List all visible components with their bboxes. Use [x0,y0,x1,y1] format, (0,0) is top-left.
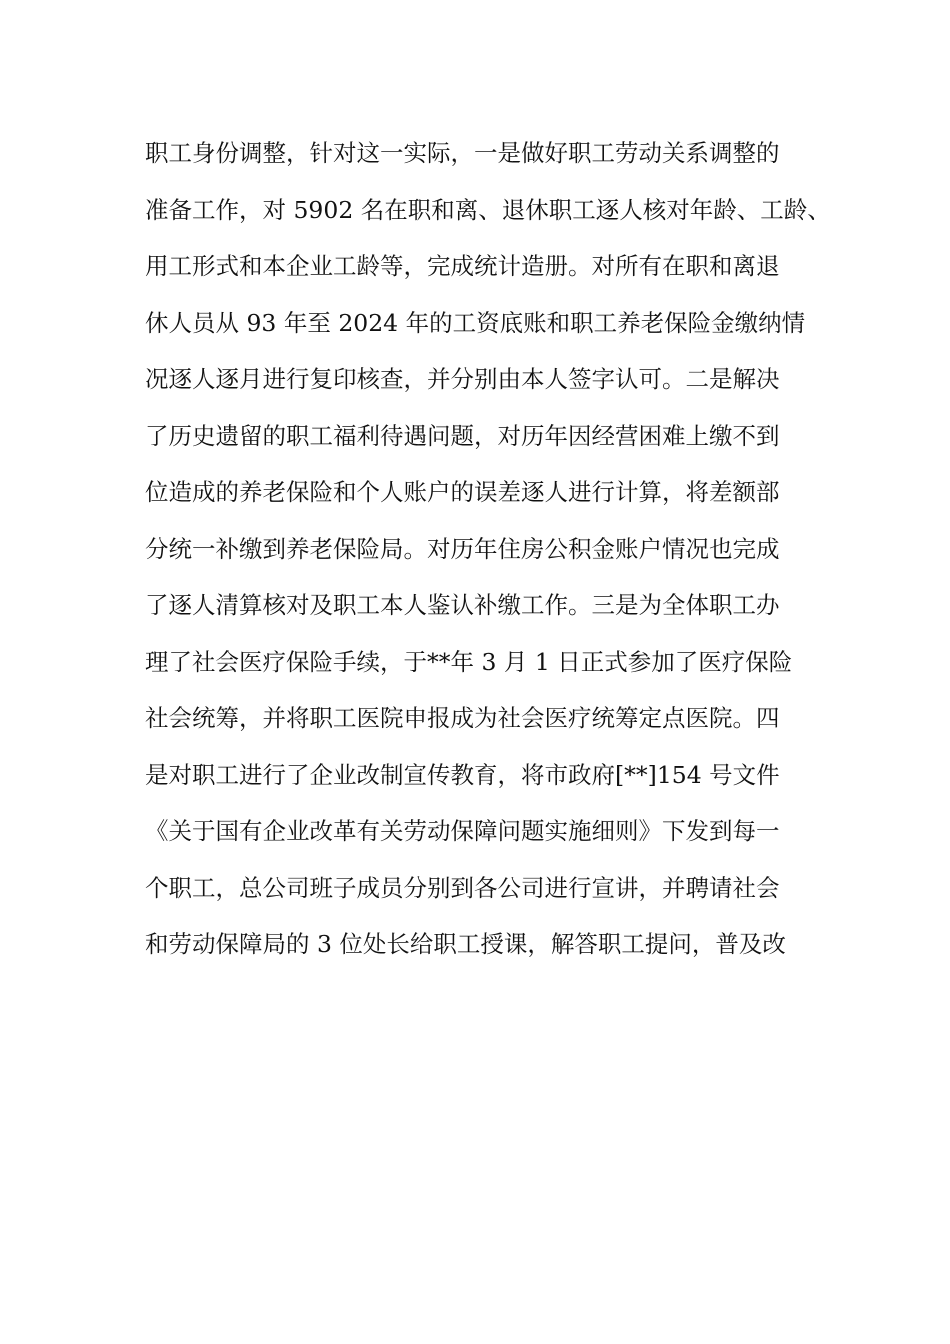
text-line: 分统一补缴到养老保险局。对历年住房公积金账户情况也完成 [145,534,780,563]
text-line: 社会统筹，并将职工医院申报成为社会医疗统筹定点医院。四 [145,704,780,732]
text-line: 用工形式和本企业工龄等，完成统计造册。对所有在职和离退 [145,252,780,280]
text-line: 休人员从 93 年至 2024 年的工资底账和职工养老保险金缴纳情 [145,308,806,337]
body-text [145,130,845,978]
text-line: 况逐人逐月进行复印核查，并分别由本人签字认可。二是解决 [145,365,780,393]
text-line: 了历史遗留的职工福利待遇问题，对历年因经营困难上缴不到 [145,421,780,450]
text-line: 了逐人清算核对及职工本人鉴认补缴工作。三是为全体职工办 [145,591,780,619]
text-line: 理了社会医疗保险手续，于**年 3 月 1 日正式参加了医疗保险 [145,647,793,676]
text-line: 和劳动保障局的 3 位处长给职工授课，解答职工提问，普及改 [145,930,786,958]
text-line: 是对职工进行了企业改制宣传教育，将市政府[**]154 号文件 [145,760,780,789]
text-line: 职工身份调整，针对这一实际，一是做好职工劳动关系调整的 [145,139,780,167]
text-line: 《关于国有企业改革有关劳动保障问题实施细则》下发到每一 [145,817,780,845]
text-line: 准备工作，对 5902 名在职和离、退休职工逐人核对年龄、工龄、 [145,195,831,224]
text-line: 位造成的养老保险和个人账户的误差逐人进行计算，将差额部 [145,478,780,506]
text-line: 个职工，总公司班子成员分别到各公司进行宣讲，并聘请社会 [145,873,780,902]
